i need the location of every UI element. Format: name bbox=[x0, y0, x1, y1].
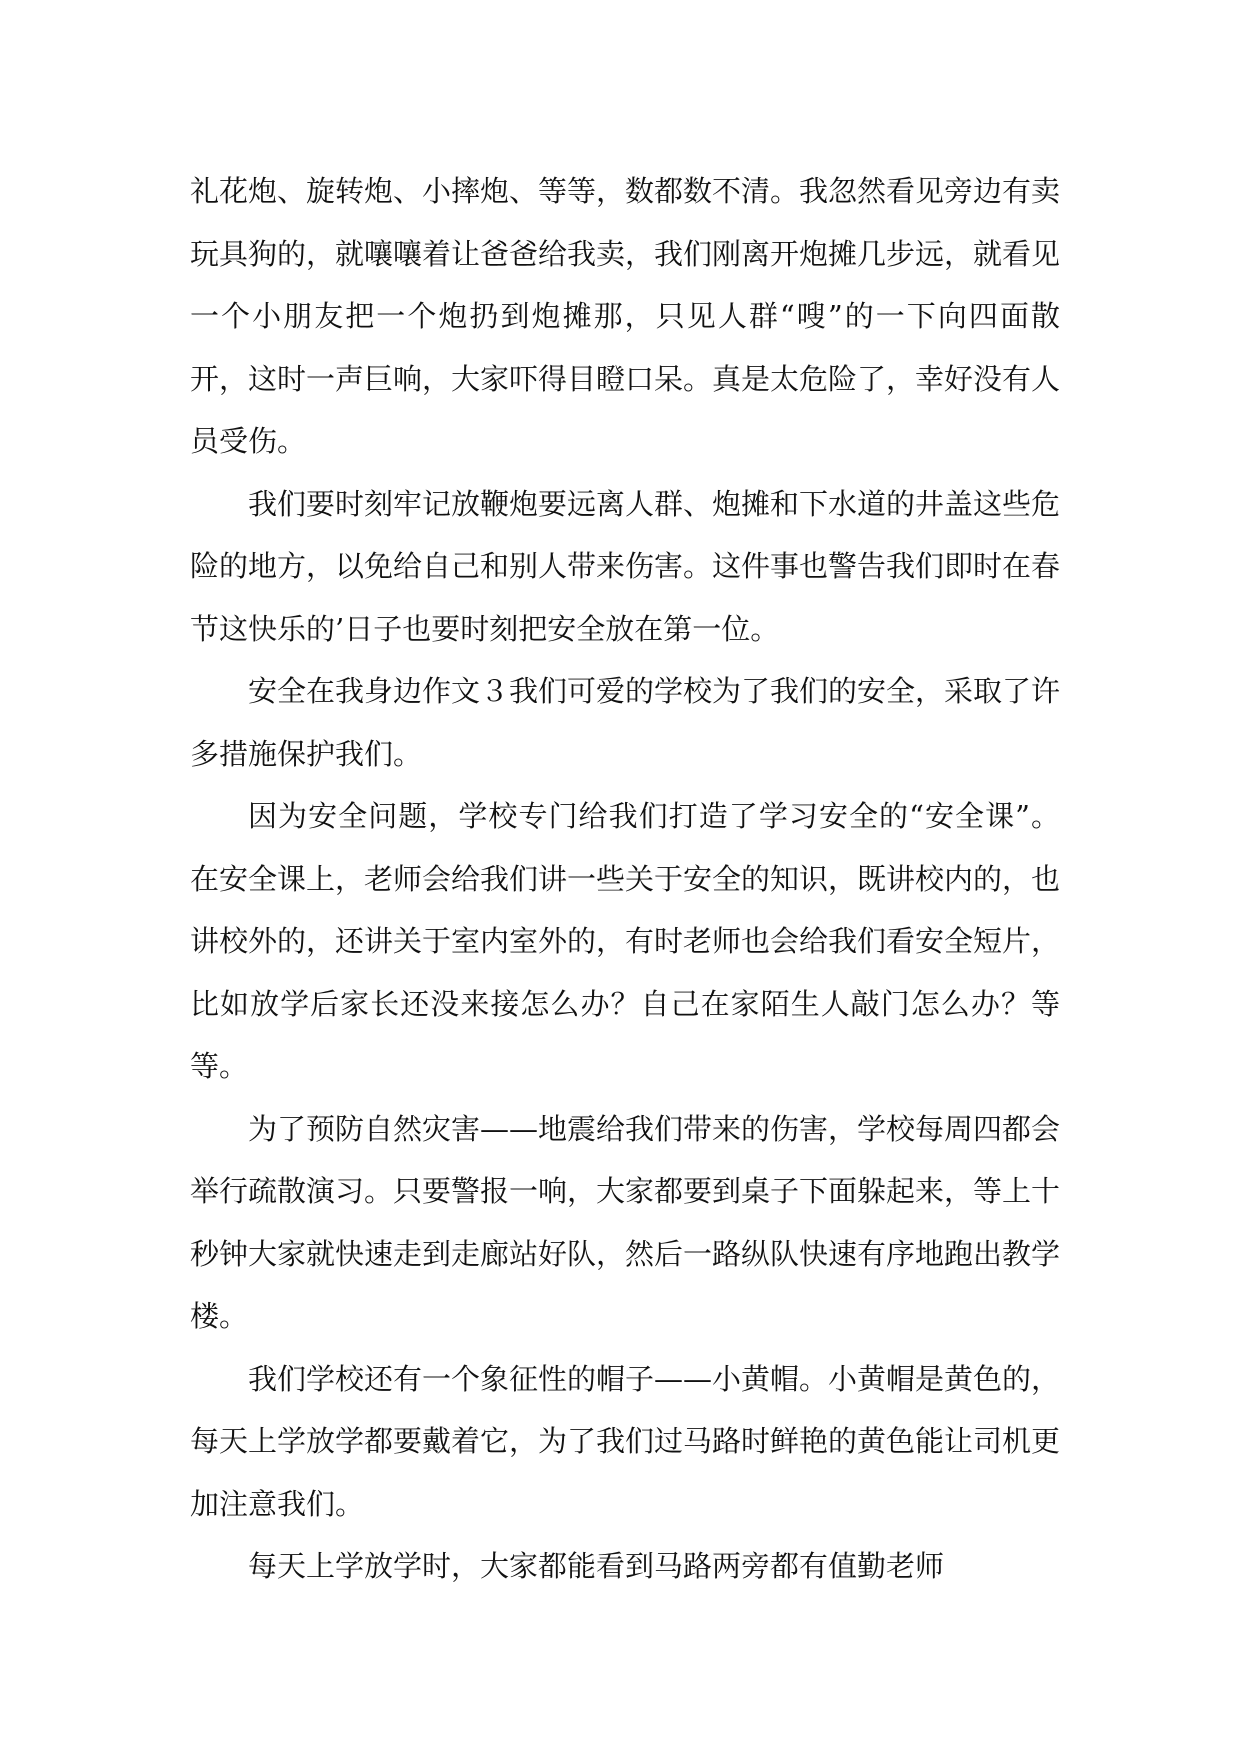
paragraph-3: 安全在我身边作文３我们可爱的学校为了我们的安全，采取了许多措施保护我们。 bbox=[190, 674, 1061, 771]
paragraph-5: 为了预防自然灾害——地震给我们带来的伤害，学校每周四都会举行疏散演习。只要警报一响，大家都要到桌子下面躲起来，等上十秒钟大家就快速走到走廊站好队，然后一路纵队快速有序地跑出教学楼。 bbox=[190, 1111, 1061, 1333]
paragraph-1: 礼花炮、旋转炮、小摔炮、等等，数都数不清。我忽然看见旁边有卖玩具狗的，就嚷嚷着让爸爸给我卖，我们刚离开炮摊几步远，就看见一个小朋友把一个炮扔到炮摊那，只见人群“嗖”的一下向四面散开，这时一声巨响，大家吓得目瞪口呆。真是太危险了，幸好没有人员受伤。 bbox=[190, 174, 1061, 458]
paragraph-7: 每天上学放学时，大家都能看到马路两旁都有值勤老师 bbox=[248, 1549, 945, 1583]
document-body bbox=[190, 160, 1060, 1598]
paragraph-4: 因为安全问题，学校专门给我们打造了学习安全的“安全课”。在安全课上，老师会给我们讲一些关于安全的知识，既讲校内的，也讲校外的，还讲关于室内室外的，有时老师也会给我们看安全短片，比如放学后家长还没来接怎么办？自己在家陌生人敲门怎么办？等等。 bbox=[190, 799, 1061, 1083]
paragraph-2: 我们要时刻牢记放鞭炮要远离人群、炮摊和下水道的井盖这些危险的地方，以免给自己和别人带来伤害。这件事也警告我们即时在春节这快乐的’日子也要时刻把安全放在第一位。 bbox=[190, 486, 1061, 646]
paragraph-6: 我们学校还有一个象征性的帽子——小黄帽。小黄帽是黄色的，每天上学放学都要戴着它，为了我们过马路时鲜艳的黄色能让司机更加注意我们。 bbox=[190, 1361, 1061, 1521]
